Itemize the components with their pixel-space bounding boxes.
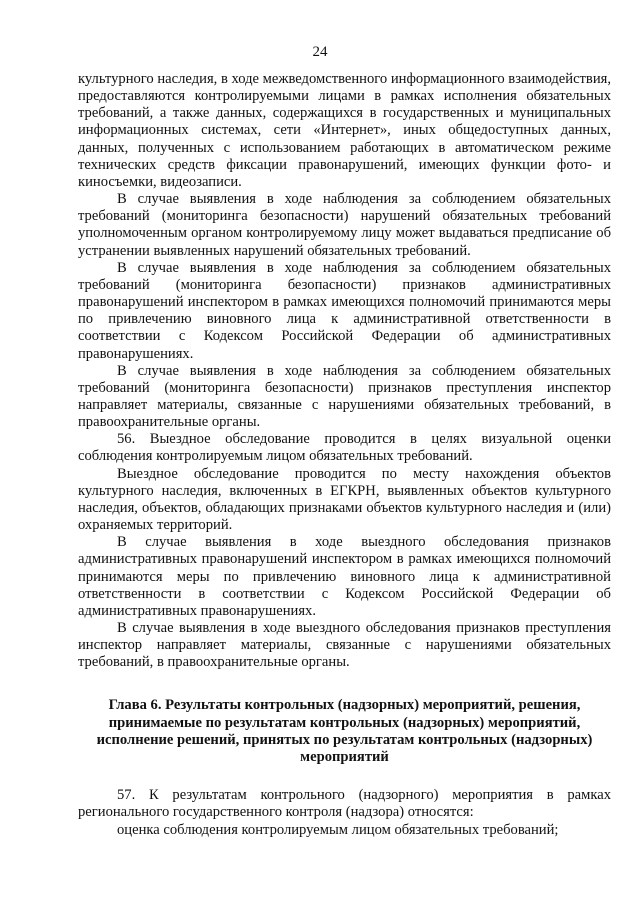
- paragraph-group-bottom: [78, 787, 611, 838]
- paragraph: В случае выявления в ходе выездного обследования признаков административных правонарушений инспектором в рамках имеющихся полномочий принимаются меры по привлечению виновного лица к административной ответственности в соответствии с Кодексом Российской Федерации об административных правонарушениях.: [78, 534, 611, 619]
- paragraph-group-top: [78, 71, 611, 671]
- paragraph: 57. К результатам контрольного (надзорного) мероприятия в рамках регионального государственного контроля (надзора) относятся:: [78, 787, 611, 821]
- paragraph: Выездное обследование проводится по месту нахождения объектов культурного наследия, включенных в ЕГКРН, выявленных объектов культурного наследия, объектов, обладающих признаками объектов культурного наследия и (или) охраняемых территорий.: [78, 465, 611, 534]
- chapter-heading: Глава 6. Результаты контрольных (надзорных) мероприятий, решения, принимаемые по результатам контрольных (надзорных) мероприятий, исполнение решений, принятых по результатам контрольных (надзорных) мероприятий: [96, 697, 593, 766]
- paragraph: оценка соблюдения контролируемым лицом обязательных требований;: [117, 821, 559, 838]
- paragraph: В случае выявления в ходе наблюдения за соблюдением обязательных требований (мониторинга безопасности) признаков преступления инспектор направляет материалы, связанные с нарушениями обязательных требований, в правоохранительные органы.: [78, 362, 611, 431]
- paragraph: культурного наследия, в ходе межведомственного информационного взаимодействия, предоставляются контролируемыми лицами в рамках исполнения обязательных требований, а также данных, содержащихся в государственных и муниципальных информационных системах, сети «Интернет», иных общедоступных данных, данных, полученных с использованием работающих в автоматическом режиме технических средств фиксации правонарушений, имеющих функции фото- и киносъемки, видеозаписи.: [78, 71, 611, 190]
- paragraph: В случае выявления в ходе выездного обследования признаков преступления инспектор направляет материалы, связанные с нарушениями обязательных требований, в правоохранительные органы.: [78, 620, 611, 671]
- paragraph: В случае выявления в ходе наблюдения за соблюдением обязательных требований (мониторинга безопасности) нарушений обязательных требований уполномоченным органом контролируемому лицу может выдаваться предписание об устранении выявленных нарушений обязательных требований.: [78, 191, 611, 259]
- page-number: 24: [312, 44, 328, 60]
- paragraph: 56. Выездное обследование проводится в целях визуальной оценки соблюдения контролируемым лицом обязательных требований.: [78, 431, 611, 465]
- document-body: [78, 71, 611, 839]
- paragraph: В случае выявления в ходе наблюдения за соблюдением обязательных требований (мониторинга безопасности) признаков административных правонарушений инспектором в рамках имеющихся полномочий принимаются меры по привлечению виновного лица к административной ответственности в соответствии с Кодексом Российской Федерации об административных правонарушениях.: [78, 259, 611, 362]
